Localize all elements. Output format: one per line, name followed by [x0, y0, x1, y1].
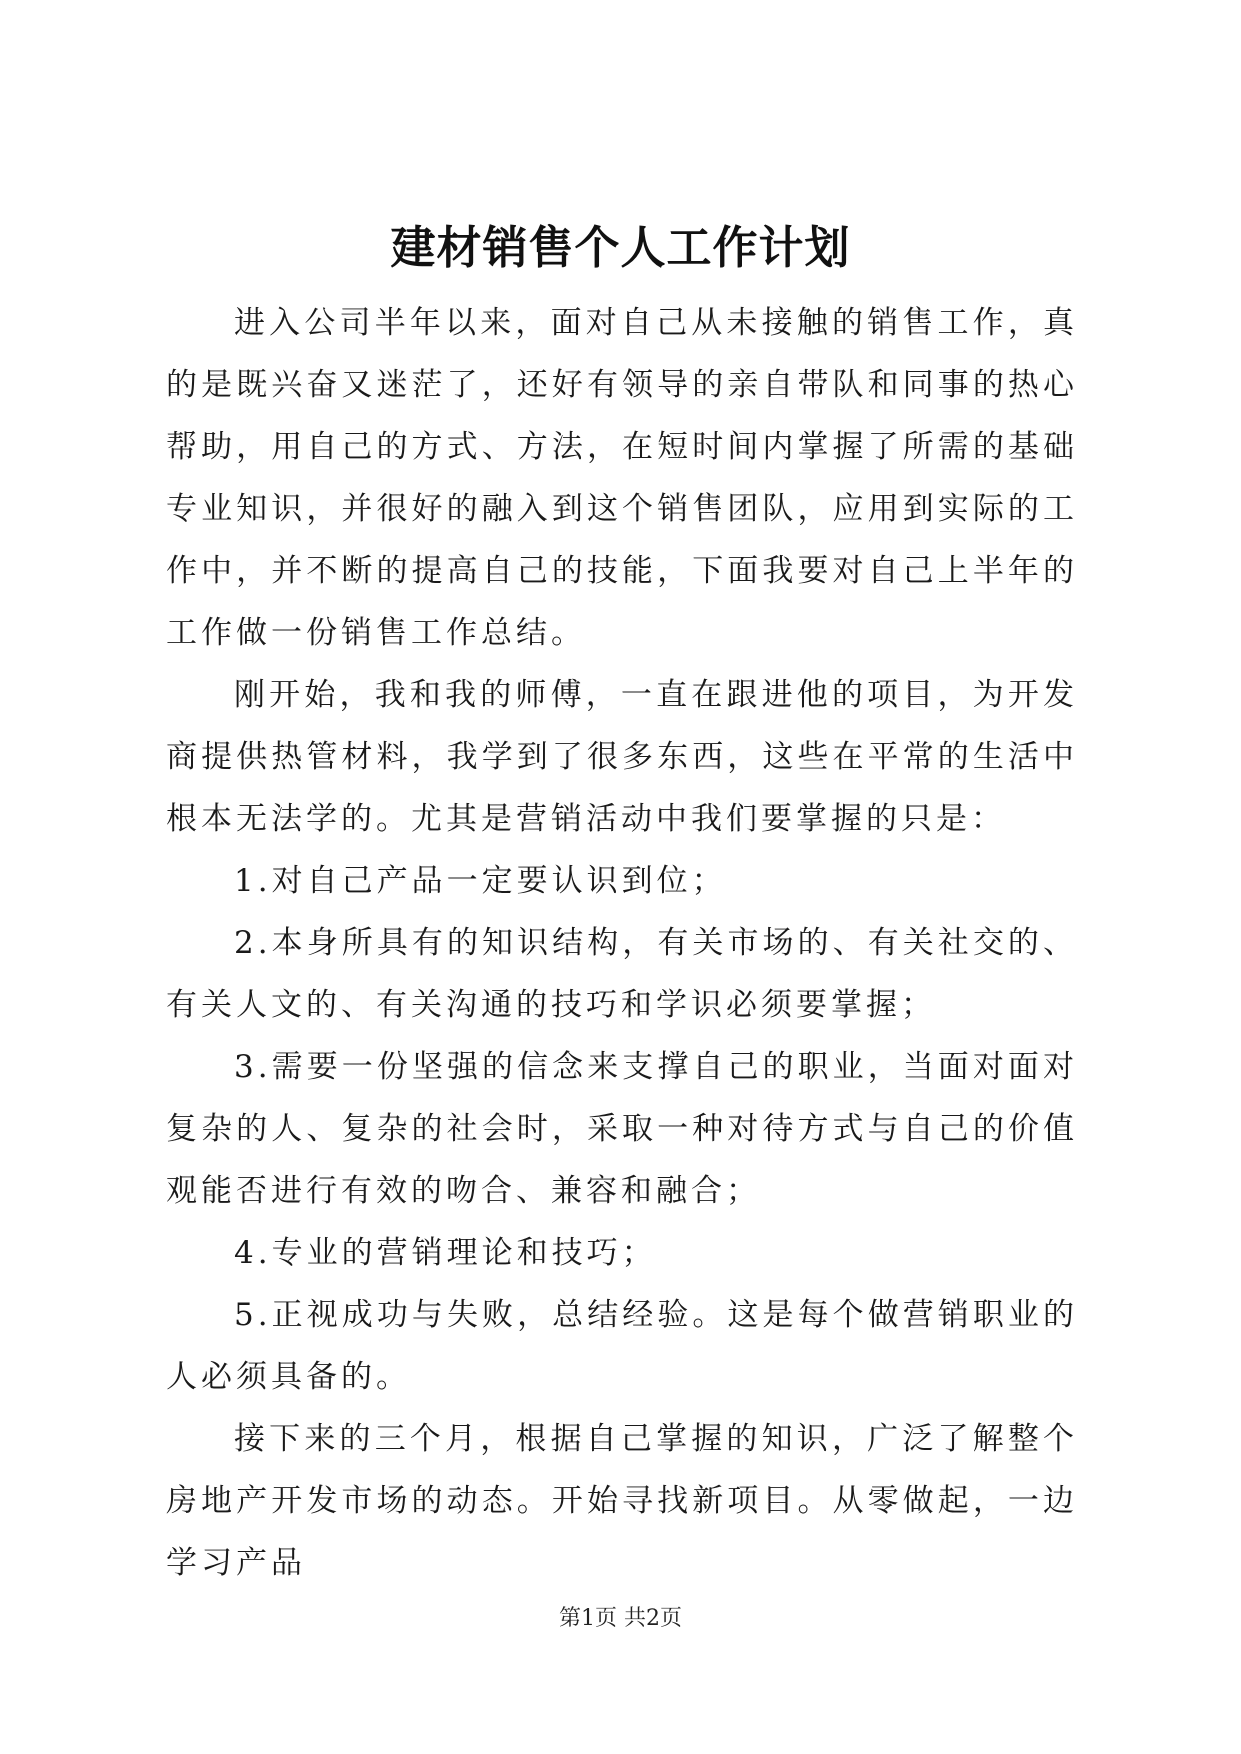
document-title: 建材销售个人工作计划	[390, 221, 851, 274]
paragraph-next-three-months: 接下来的三个月，根据自己掌握的知识，广泛了解整个房地产开发市场的动态。开始寻找新项目。从零做起，一边学习产品	[166, 1421, 1078, 1581]
list-item-1: 1.对自己产品一定要认识到位；	[234, 863, 727, 899]
list-item-4: 4.专业的营销理论和技巧；	[234, 1235, 657, 1271]
page-number-footer: 第1页 共2页	[559, 1606, 682, 1631]
document-body	[166, 292, 1078, 1594]
list-item-3: 3.需要一份坚强的信念来支撑自己的职业，当面对面对复杂的人、复杂的社会时，采取一种对待方式与自己的价值观能否进行有效的吻合、兼容和融合；	[166, 1049, 1078, 1209]
paragraph-beginning: 刚开始，我和我的师傅，一直在跟进他的项目，为开发商提供热管材料，我学到了很多东西，这些在平常的生活中根本无法学的。尤其是营销活动中我们要掌握的只是：	[166, 677, 1078, 837]
list-item-2: 2.本身所具有的知识结构，有关市场的、有关社交的、有关人文的、有关沟通的技巧和学识必须要掌握；	[166, 925, 1078, 1023]
list-item-5: 5.正视成功与失败，总结经验。这是每个做营销职业的人必须具备的。	[166, 1297, 1078, 1395]
paragraph-intro: 进入公司半年以来，面对自己从未接触的销售工作，真的是既兴奋又迷茫了，还好有领导的亲自带队和同事的热心帮助，用自己的方式、方法，在短时间内掌握了所需的基础专业知识，并很好的融入到这个销售团队，应用到实际的工作中，并不断的提高自己的技能，下面我要对自己上半年的工作做一份销售工作总结。	[166, 305, 1078, 651]
